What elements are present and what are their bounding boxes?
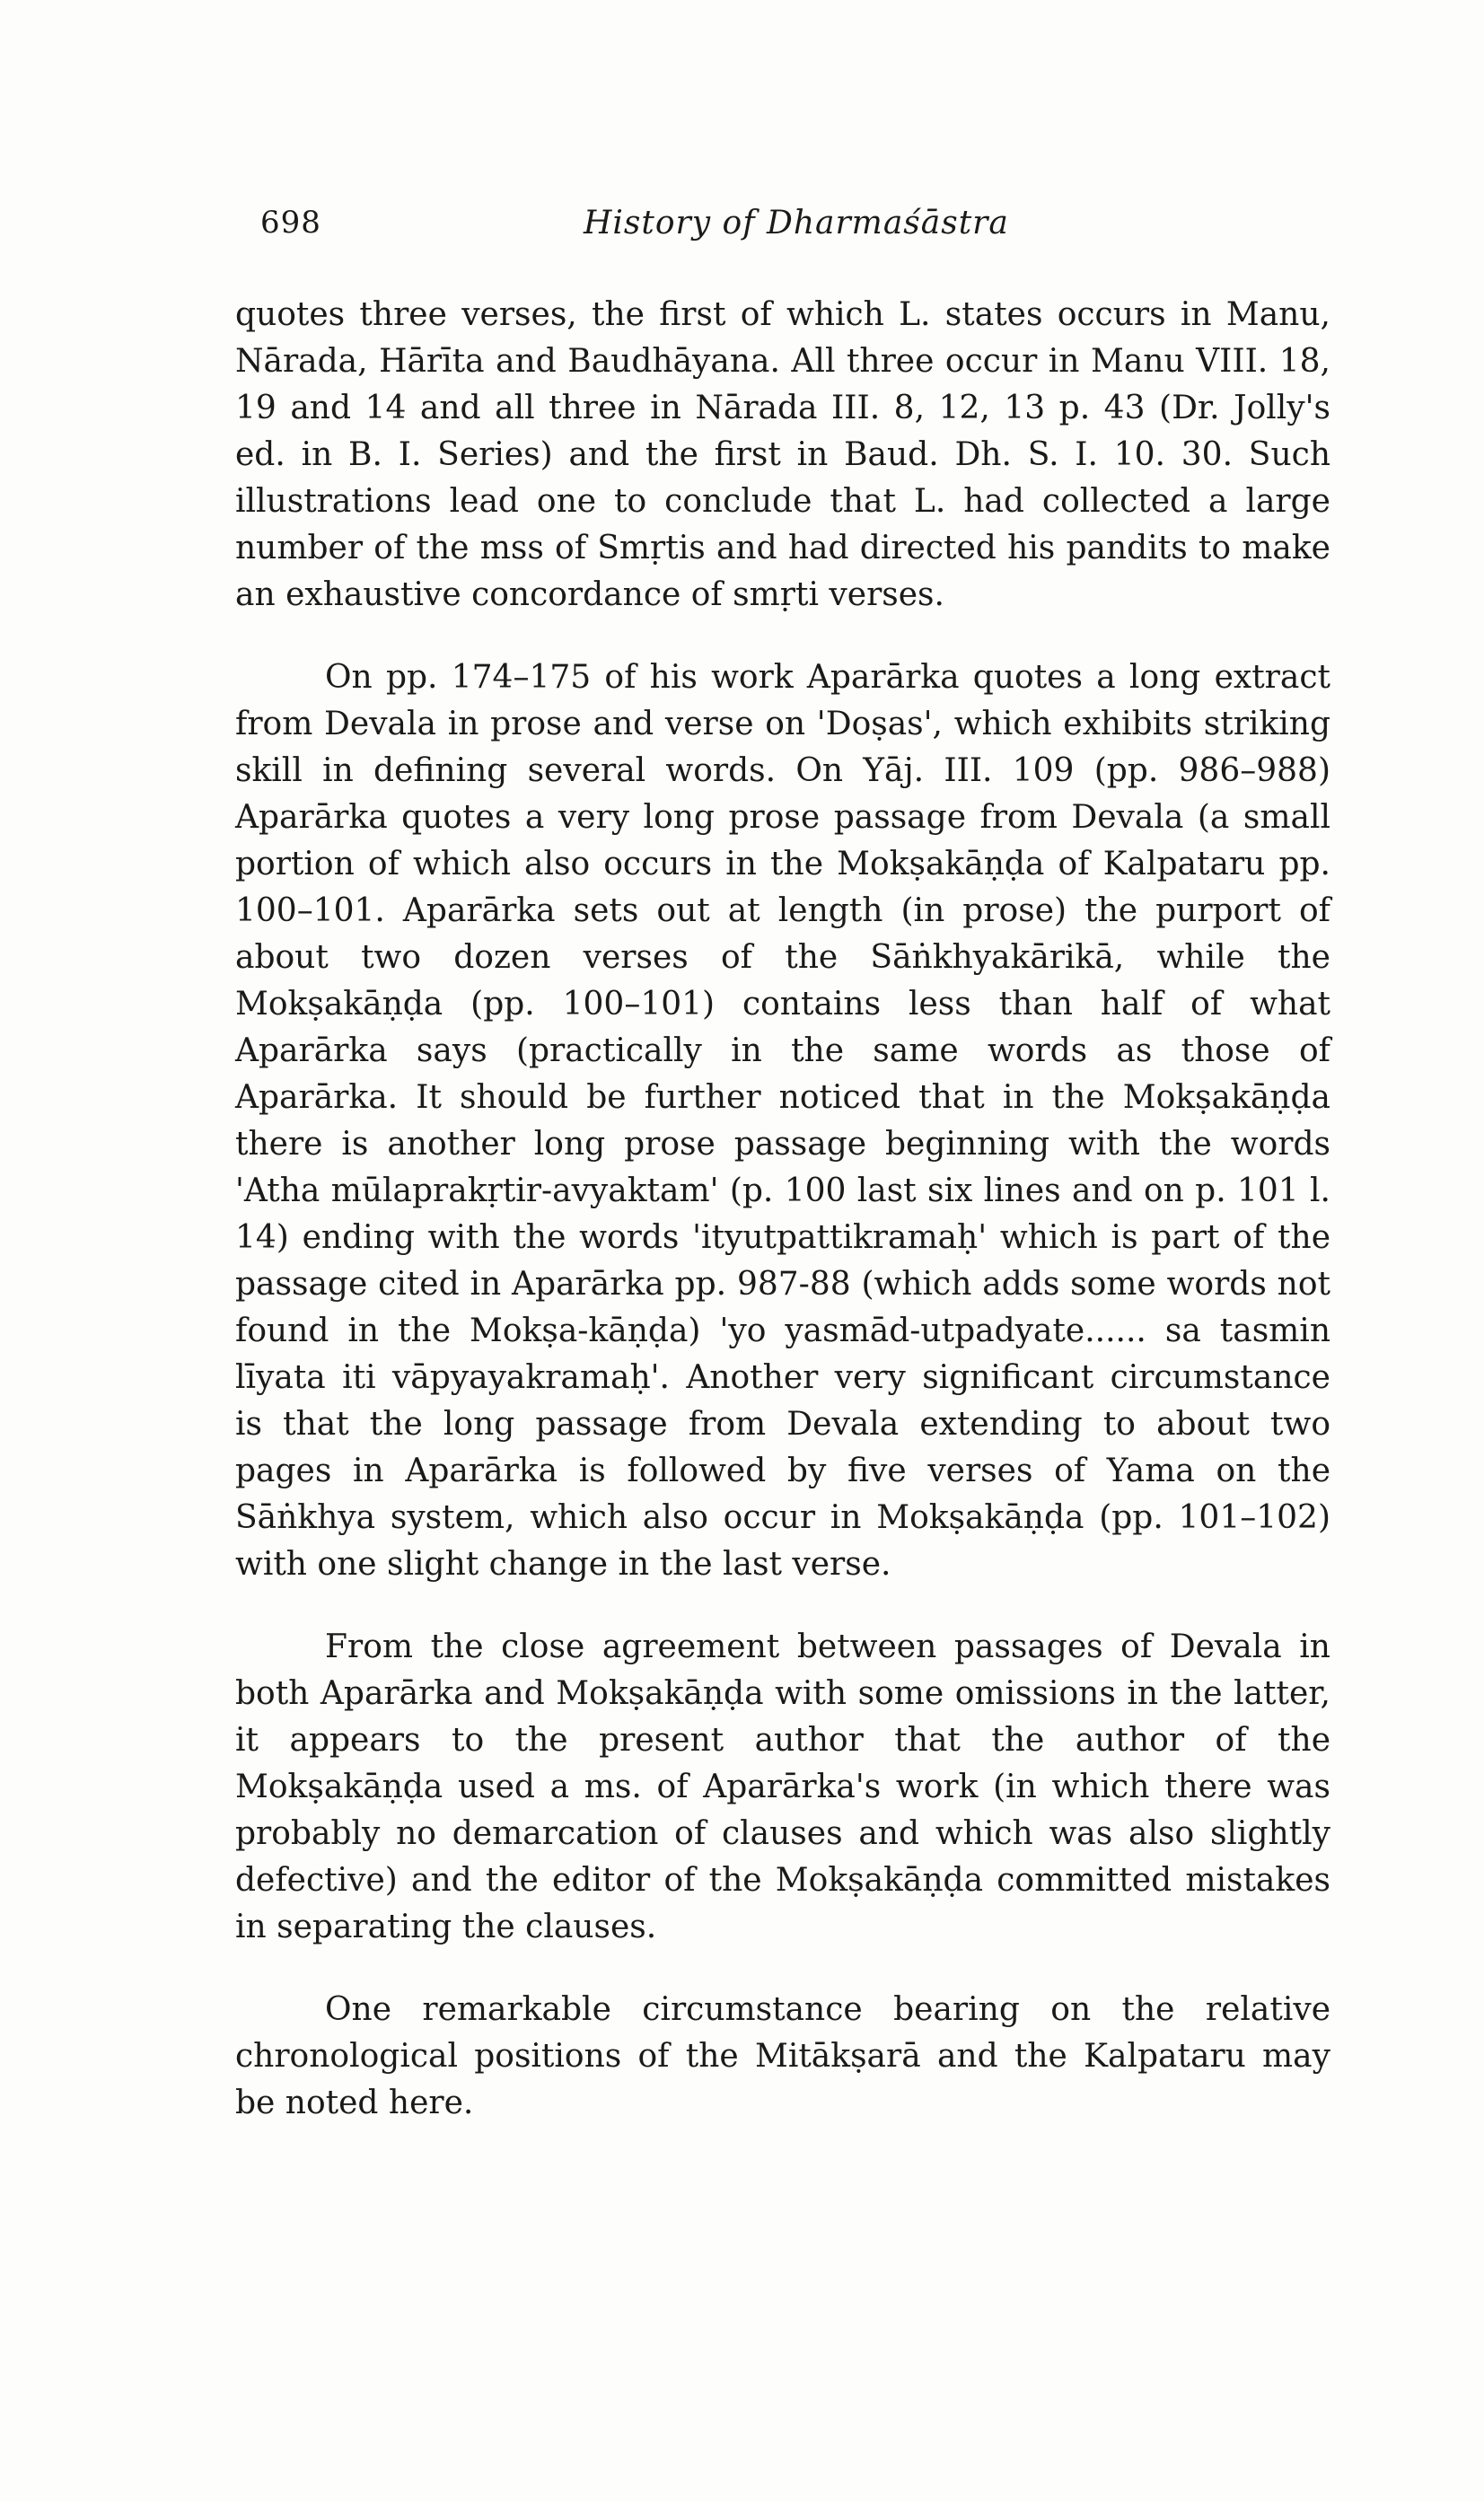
- paragraph-continuation: quotes three verses, the first of which L. states occurs in Manu, Nārada, Hārīta and Baudhāyana. All three occur in Manu VIII. 18, 19 and 14 and all three in Nārada III. 8, 12, 13 p. 43 (Dr. Jolly's ed. in B. I. Series) and the first in Baud. Dh. S. I. 10. 30. Such illustrations lead one to conclude that L. had collected a large number of the mss of Smṛtis and had directed his pandits to make an exhaustive concordance of smṛti verses.: [235, 296, 1330, 613]
- body-text: [235, 292, 1330, 2127]
- page-number: 698: [260, 205, 321, 241]
- running-header: [260, 205, 1329, 250]
- running-title: History of Dharmaśāstra: [584, 205, 1009, 241]
- paragraph-aparārka-devala: On pp. 174–175 of his work Aparārka quotes a long extract from Devala in prose and verse on 'Doṣas', which exhibits striking skill in defining several words. On Yāj. III. 109 (pp. 986–988) Aparārka quotes a very long prose passage from Devala (a small portion of which also occurs in the Mokṣakāṇḍa of Kalpataru pp. 100–101. Aparārka sets out at length (in prose) the purport of about two dozen verses of the Sāṅkhyakārikā, while the Mokṣakāṇḍa (pp. 100–101) contains less than half of what Aparārka says (practically in the same words as those of Aparārka. It should be further noticed that in the Mokṣakāṇḍa there is another long prose passage beginning with the words 'Atha mūlaprakṛtir-avyaktam' (p. 100 last six lines and on p. 101 l. 14) ending with the words 'ityutpattikramaḥ' which is part of the passage cited in Aparārka pp. 987-88 (which adds some words not found in the Mokṣa-kāṇḍa) 'yo yasmād-utpadyate...... sa tasmin līyata iti vāpyayakramaḥ'. Another very significant circumstance is that the long passage from Devala extending to about two pages in Aparārka is followed by five verses of Yama on the Sāṅkhya system, which also occur in Mokṣakāṇḍa (pp. 101–102) with one slight change in the last verse.: [235, 659, 1330, 1583]
- paragraph-remarkable-circumstance: One remarkable circumstance bearing on the relative chronological positions of the Mitākṣarā and the Kalpataru may be noted here.: [235, 1991, 1330, 2121]
- paragraph-close-agreement: From the close agreement between passages of Devala in both Aparārka and Mokṣakāṇḍa with some omissions in the latter, it appears to the present author that the author of the Mokṣakāṇḍa used a ms. of Aparārka's work (in which there was probably no demarcation of clauses and which was also slightly defective) and the editor of the Mokṣakāṇḍa committed mistakes in separating the clauses.: [235, 1628, 1330, 1945]
